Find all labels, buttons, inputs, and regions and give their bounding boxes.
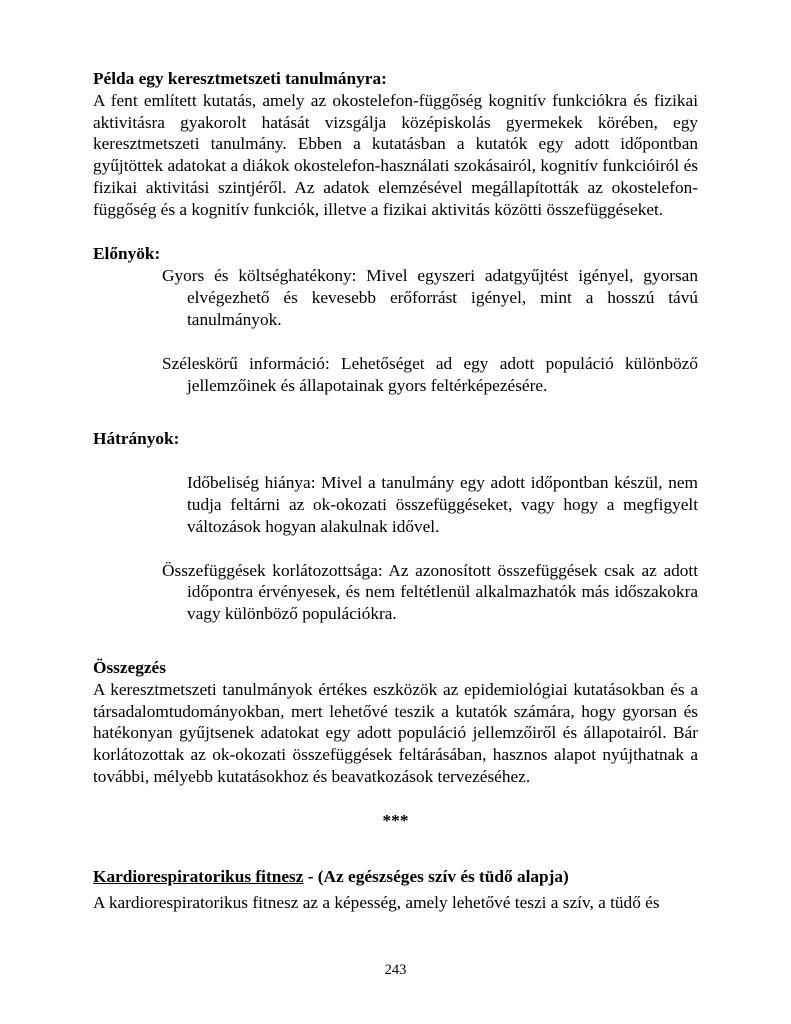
next-section-subtitle: - (Az egészséges szív és tüdő alapja) xyxy=(303,866,569,886)
next-section-body: A kardiorespiratorikus fitnesz az a képesség, amely lehetővé teszi a szív, a tüdő és xyxy=(93,893,660,913)
disadvantage-item-limits: Összefüggések korlátozottsága: Az azonosított összefüggések csak az adott időpontra érvényesek, és nem feltétlenül alkalmazhatók más időszakokra vagy különböző populációkra. xyxy=(162,560,698,624)
example-heading: Példa egy keresztmetszeti tanulmányra: xyxy=(93,69,387,88)
page-content xyxy=(93,68,698,914)
next-section-heading xyxy=(93,866,698,888)
disadvantage-item-time: Időbeliség hiánya: Mivel a tanulmány egy adott időpontban készül, nem tudja feltárni az ok-okozati összefüggéseket, vagy hogy a megfigyelt változások hogyan alakulnak idővel. xyxy=(187,473,698,536)
advantages-heading: Előnyök: xyxy=(93,243,161,263)
disadvantages-heading: Hátrányok: xyxy=(93,429,180,449)
section-separator: *** xyxy=(382,810,409,830)
summary-body: A keresztmetszeti tanulmányok értékes eszközök az epidemiológiai kutatásokban és a társadalomtudományokban, mert lehetővé teszik a kutatók számára, hogy gyorsan és hatékonyan gyűjtsenek adatokat egy adott populáció jellemzőiről és állapotairól. Bár korlátozottak az ok-okozati összefüggések feltárásában, hasznos alapot nyújthatnak a további, mélyebb kutatásokhoz és beavatkozások tervezéséhez. xyxy=(93,679,698,786)
example-body: A fent említett kutatás, amely az okostelefon-függőség kognitív funkciókra és fizikai aktivitásra gyakorolt hatását vizsgálja középiskolás gyermekek körében, egy keresztmetszeti tanulmány. Ebben a kutatásban a kutatók egy adott időpontban gyűjtöttek adatokat a diákok okostelefon-használati szokásairól, kognitív funkcióiról és fizikai aktivitási szintjéről. Az adatok elemzésével megállapították az okostelefon-függőség és a kognitív funkciók, illetve a fizikai aktivitás közötti összefüggéseket. xyxy=(93,90,698,219)
advantage-item-broad: Széleskörű információ: Lehetőséget ad egy adott populáció különböző jellemzőinek és állapotainak gyors feltérképezésére. xyxy=(162,353,698,395)
advantages-list xyxy=(162,265,698,396)
page-number: 243 xyxy=(384,962,407,978)
next-section-title: Kardiorespiratorikus fitnesz xyxy=(93,866,304,886)
disadvantages-list xyxy=(162,472,698,625)
summary-heading: Összegzés xyxy=(93,657,166,677)
advantage-item-fast: Gyors és költséghatékony: Mivel egyszeri adatgyűjtést igényel, gyorsan elvégezhető és kevesebb erőforrást igényel, mint a hosszú távú tanulmányok. xyxy=(162,266,698,329)
